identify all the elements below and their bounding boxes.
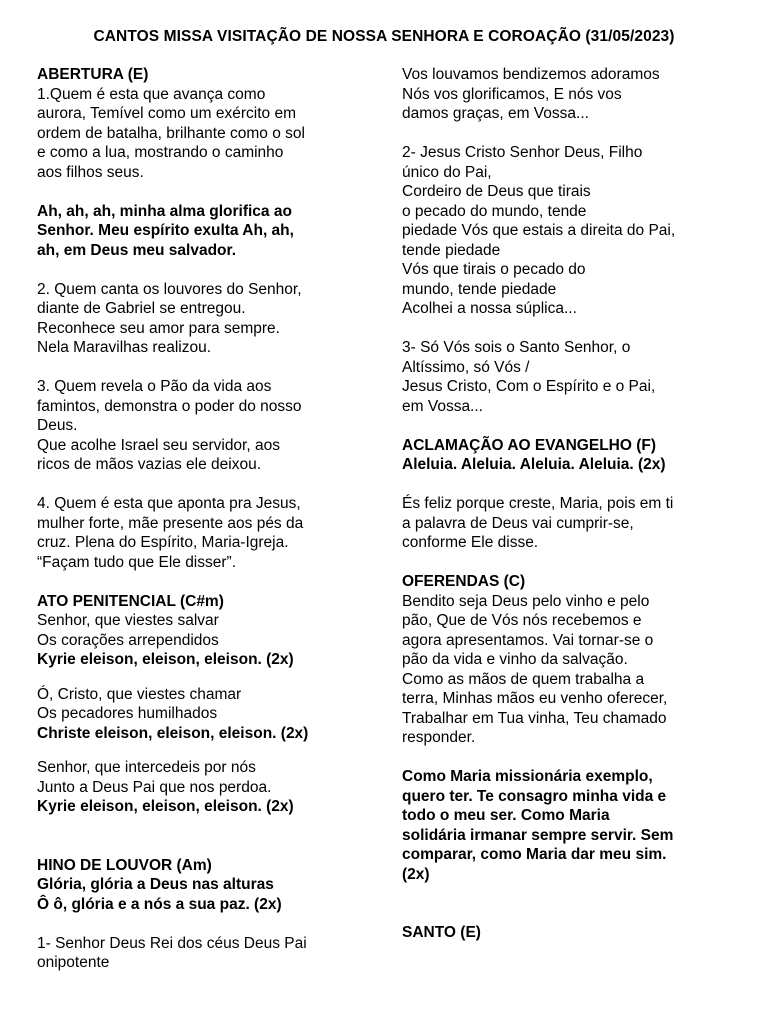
text-line: onipotente bbox=[37, 954, 110, 971]
text-line: Senhor, que viestes salvar bbox=[37, 612, 219, 629]
text-line: Junto a Deus Pai que nos perdoa. bbox=[37, 778, 272, 796]
lyrics-block bbox=[37, 280, 367, 358]
text-line: Cordeiro de Deus que tirais bbox=[402, 183, 591, 200]
text-line: Trabalhar em Tua vinha, Teu chamado bbox=[402, 709, 667, 727]
lyrics-block bbox=[402, 572, 732, 748]
text-line: damos graças, em Vossa... bbox=[402, 105, 589, 122]
lyrics-block bbox=[402, 436, 732, 475]
bold-text-line: Como Maria missionária exemplo, bbox=[402, 768, 653, 785]
left-column bbox=[37, 65, 367, 992]
text-line: Como as mãos de quem trabalha a bbox=[402, 670, 645, 688]
text-line: em Vossa... bbox=[402, 397, 483, 415]
text-line: És feliz porque creste, Maria, pois em ti bbox=[402, 495, 674, 512]
lyrics-block bbox=[37, 592, 367, 670]
lyrics-block bbox=[37, 494, 367, 572]
text-line: Os pecadores humilhados bbox=[37, 705, 218, 722]
bold-text-line: Ah, ah, ah, minha alma glorifica ao bbox=[37, 202, 292, 220]
text-line: Nós vos glorificamos, E nós vos bbox=[402, 85, 622, 103]
text-line: 2- Jesus Cristo Senhor Deus, Filho bbox=[402, 144, 643, 161]
lyrics-block bbox=[37, 758, 367, 817]
bold-text-line: HINO DE LOUVOR (Am) bbox=[37, 856, 212, 874]
lyrics-block bbox=[37, 202, 367, 261]
text-line: mulher forte, mãe presente aos pés da bbox=[37, 514, 304, 532]
bold-text-line: ah, em Deus meu salvador. bbox=[37, 241, 237, 259]
text-line: Reconhece seu amor para sempre. bbox=[37, 319, 280, 337]
bold-text-line: ACLAMAÇÃO AO EVANGELHO (F) bbox=[402, 436, 657, 454]
bold-text-line: ATO PENITENCIAL (C#m) bbox=[37, 592, 224, 610]
text-line: 3- Só Vós sois o Santo Senhor, o bbox=[402, 339, 631, 356]
text-line: Nela Maravilhas realizou. bbox=[37, 339, 212, 356]
text-line: Altíssimo, só Vós / bbox=[402, 358, 530, 376]
text-line: 4. Quem é esta que aponta pra Jesus, bbox=[37, 495, 301, 512]
lyrics-block bbox=[402, 338, 732, 416]
bold-text-line: Aleluia. Aleluia. Aleluia. Aleluia. (2x) bbox=[402, 456, 666, 473]
text-line: mundo, tende piedade bbox=[402, 280, 557, 298]
text-line: Senhor, que intercedeis por nós bbox=[37, 759, 256, 776]
text-line: agora apresentamos. Vai tornar-se o bbox=[402, 631, 654, 649]
text-line: terra, Minhas mãos eu venho oferecer, bbox=[402, 690, 668, 707]
lyrics-block bbox=[402, 767, 732, 884]
lyrics-block bbox=[37, 377, 367, 475]
text-line: piedade Vós que estais a direita do Pai, bbox=[402, 222, 676, 239]
text-line: aurora, Temível como um exército em bbox=[37, 105, 297, 122]
text-line: único do Pai, bbox=[402, 163, 492, 181]
text-line: cruz. Plena do Espírito, Maria-Igreja. bbox=[37, 534, 289, 551]
text-line: tende piedade bbox=[402, 241, 501, 259]
text-line: Ó, Cristo, que viestes chamar bbox=[37, 685, 242, 703]
bold-text-line: todo o meu ser. Como Maria bbox=[402, 807, 610, 824]
bold-text-line: Glória, glória a Deus nas alturas bbox=[37, 876, 274, 893]
lyrics-block bbox=[37, 65, 367, 182]
text-line: pão da vida e vinho da salvação. bbox=[402, 651, 628, 668]
text-line: Os corações arrependidos bbox=[37, 631, 219, 649]
text-line: ordem de batalha, brilhante como o sol bbox=[37, 124, 305, 142]
text-line: Deus. bbox=[37, 417, 78, 434]
lyrics-block bbox=[402, 143, 732, 319]
text-line: conforme Ele disse. bbox=[402, 534, 539, 551]
text-line: o pecado do mundo, tende bbox=[402, 202, 587, 220]
text-line: Acolhei a nossa súplica... bbox=[402, 300, 577, 317]
text-line: Vós que tirais o pecado do bbox=[402, 261, 586, 278]
bold-text-line: (2x) bbox=[402, 865, 430, 883]
lyrics-block bbox=[402, 65, 732, 124]
text-line: diante de Gabriel se entregou. bbox=[37, 300, 246, 317]
bold-text-line: comparar, como Maria dar meu sim. bbox=[402, 846, 667, 863]
bold-text-line: Christe eleison, eleison, eleison. (2x) bbox=[37, 724, 309, 742]
text-line: e como a lua, mostrando o caminho bbox=[37, 144, 284, 161]
lyrics-block bbox=[402, 923, 732, 943]
text-line: ricos de mãos vazias ele deixou. bbox=[37, 456, 262, 473]
lyrics-block bbox=[402, 494, 732, 553]
text-line: Bendito seja Deus pelo vinho e pelo bbox=[402, 592, 650, 610]
bold-text-line: SANTO (E) bbox=[402, 924, 481, 941]
text-line: “Façam tudo que Ele disser”. bbox=[37, 553, 237, 571]
lyrics-block bbox=[37, 685, 367, 744]
text-line: Jesus Cristo, Com o Espírito e o Pai, bbox=[402, 378, 656, 395]
text-line: a palavra de Deus vai cumprir-se, bbox=[402, 514, 634, 532]
bold-text-line: Kyrie eleison, eleison, eleison. (2x) bbox=[37, 651, 294, 668]
right-column bbox=[402, 65, 732, 962]
bold-text-line: quero ter. Te consagro minha vida e bbox=[402, 787, 667, 805]
text-line: 1- Senhor Deus Rei dos céus Deus Pai bbox=[37, 934, 307, 952]
text-line: 1.Quem é esta que avança como bbox=[37, 85, 266, 103]
text-line: famintos, demonstra o poder do nosso bbox=[37, 397, 302, 415]
bold-text-line: Ô ô, glória e a nós a sua paz. (2x) bbox=[37, 895, 282, 913]
lyrics-block bbox=[37, 934, 367, 973]
text-line: Que acolhe Israel seu servidor, aos bbox=[37, 436, 280, 454]
bold-text-line: Kyrie eleison, eleison, eleison. (2x) bbox=[37, 798, 294, 815]
text-line: 2. Quem canta os louvores do Senhor, bbox=[37, 280, 302, 298]
text-line: Vos louvamos bendizemos adoramos bbox=[402, 66, 660, 83]
text-line: aos filhos seus. bbox=[37, 163, 144, 181]
bold-text-line: OFERENDAS (C) bbox=[402, 573, 526, 590]
text-line: 3. Quem revela o Pão da vida aos bbox=[37, 378, 272, 395]
page-title: CANTOS MISSA VISITAÇÃO DE NOSSA SENHORA E COROAÇÃO (31/05/2023) bbox=[93, 28, 675, 45]
text-line: responder. bbox=[402, 729, 476, 746]
lyrics-block bbox=[37, 856, 367, 915]
bold-text-line: Senhor. Meu espírito exulta Ah, ah, bbox=[37, 222, 294, 239]
bold-text-line: ABERTURA (E) bbox=[37, 66, 149, 83]
bold-text-line: solidária irmanar sempre servir. Sem bbox=[402, 826, 674, 844]
text-line: pão, Que de Vós nós recebemos e bbox=[402, 612, 642, 629]
